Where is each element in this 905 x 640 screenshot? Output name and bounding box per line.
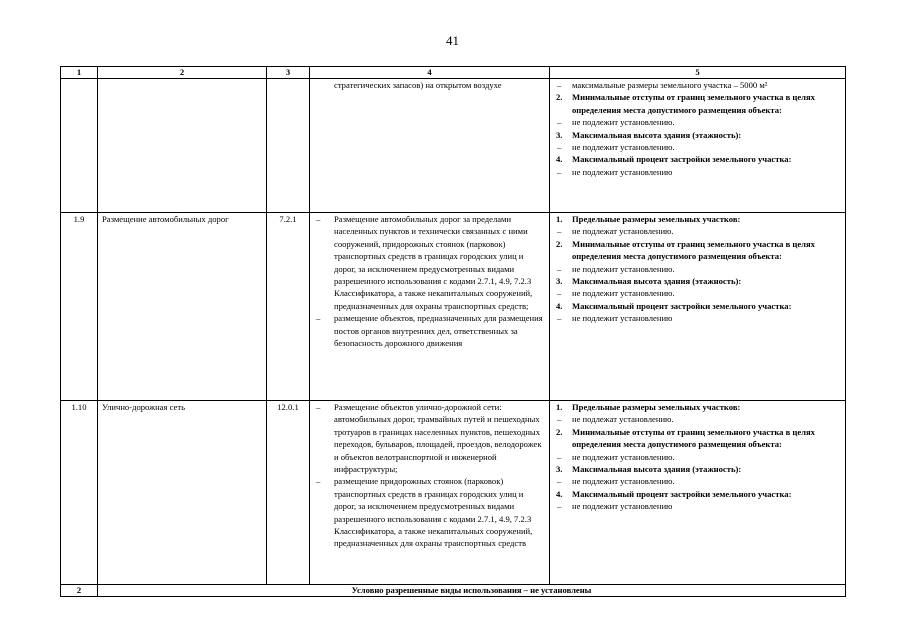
parameters-list xyxy=(554,79,841,178)
parameter-number: 1. xyxy=(556,402,563,412)
parameter-heading-text: Минимальные отступы от границ земельного участка в целях определения места допустимого размещения объекта: xyxy=(572,238,815,262)
parameter-detail: – не подлежит установлению. xyxy=(554,451,841,463)
description-continuation: стратегических запасов) на открытом воздухе xyxy=(334,80,502,90)
parameter-heading xyxy=(554,275,841,287)
parameter-heading-text: Максимальная высота здания (этажность): xyxy=(572,276,742,287)
parameter-heading-text: Максимальный процент застройки земельного участка: xyxy=(572,300,792,311)
use-code-cell xyxy=(267,79,310,213)
table-row xyxy=(61,213,846,401)
column-header: 5 xyxy=(550,67,846,79)
use-name-cell xyxy=(98,79,267,213)
parameter-detail: – не подлежит установлению. xyxy=(554,475,841,487)
parameter-heading-text: Максимальная высота здания (этажность): xyxy=(572,464,742,475)
description-item: – размещение объектов, предназначенных для размещения постов органов внутренних дел, ответственных за безопасность дорожного движения xyxy=(314,312,545,349)
column-header: 4 xyxy=(310,67,550,79)
table-row xyxy=(61,401,846,585)
use-code-cell: 7.2.1 xyxy=(267,213,310,401)
parameter-number: 3. xyxy=(556,129,563,140)
parameter-number: 2. xyxy=(556,426,563,437)
parameter-heading-text: Минимальные отступы от границ земельного участка в целях определения места допустимого размещения объекта: xyxy=(572,426,815,450)
column-header: 1 xyxy=(61,67,98,79)
row-number-cell: 1.9 xyxy=(61,213,98,401)
parameter-number: 4. xyxy=(556,488,563,499)
zoning-table xyxy=(60,66,846,597)
description-item: – Размещение объектов улично-дорожной сети: автомобильных дорог, трамвайных путей и пешеходных тротуаров в границах населенных пунктов, пешеходных переходов, бульваров, площадей, проездов, велодорожек и объектов велотранспортной и инженерной инфраструктуры; xyxy=(314,401,545,475)
parameter-heading xyxy=(554,488,841,500)
parameter-detail: – не подлежат установлению. xyxy=(554,413,841,425)
table-header-row xyxy=(61,67,846,79)
parameter-detail: – не подлежат установлению. xyxy=(554,225,841,237)
parameter-number: 3. xyxy=(556,464,563,475)
parameter-heading xyxy=(554,238,841,263)
use-description-cell xyxy=(310,401,550,585)
parameter-heading xyxy=(554,129,841,141)
use-description-cell xyxy=(310,213,550,401)
parameter-heading xyxy=(554,91,841,116)
parameter-heading-text: Предельные размеры земельных участков: xyxy=(572,402,741,412)
column-header: 2 xyxy=(98,67,267,79)
parameter-heading xyxy=(554,426,841,451)
parameter-heading xyxy=(554,153,841,165)
row-number-cell xyxy=(61,79,98,213)
parameter-heading xyxy=(554,401,841,413)
description-list xyxy=(314,213,545,349)
parameter-number: 1. xyxy=(556,214,563,224)
description-item: – размещение придорожных стоянок (парковок) транспортных средств в границах городских улиц и дорог, за исключением предусмотренных видами разрешенного использования с кодами 2.7.1, 4.9, 7.2.3 Классификатора, а также некапитальных сооружений, предназначенных для охраны транспортных средств xyxy=(314,475,545,549)
parameters-cell xyxy=(550,79,846,213)
parameter-heading xyxy=(554,213,841,225)
table-row xyxy=(61,79,846,213)
parameter-detail: – не подлежит установлению. xyxy=(554,116,841,128)
parameter-detail: – не подлежит установлению xyxy=(554,166,841,178)
parameters-cell xyxy=(550,213,846,401)
parameter-detail: – не подлежит установлению. xyxy=(554,287,841,299)
use-code-cell: 12.0.1 xyxy=(267,401,310,585)
parameter-heading xyxy=(554,463,841,475)
conditional-uses-text: Условно разрешенные виды использования – не установлены xyxy=(98,585,846,597)
parameter-detail: – максимальные размеры земельного участка – 5000 м² xyxy=(554,79,841,91)
parameters-list xyxy=(554,213,841,325)
parameter-detail: – не подлежит установлению xyxy=(554,312,841,324)
parameter-heading-text: Максимальный процент застройки земельного участка: xyxy=(572,488,792,499)
parameters-cell xyxy=(550,401,846,585)
parameters-list xyxy=(554,401,841,513)
table-body xyxy=(61,79,846,597)
parameter-number: 2. xyxy=(556,238,563,249)
parameter-heading xyxy=(554,300,841,312)
parameter-heading-text: Максимальная высота здания (этажность): xyxy=(572,129,742,140)
parameter-heading-text: Минимальные отступы от границ земельного участка в целях определения места допустимого размещения объекта: xyxy=(572,92,815,115)
description-list xyxy=(314,401,545,550)
parameter-number: 4. xyxy=(556,300,563,311)
section-number-cell: 2 xyxy=(61,585,98,597)
column-header: 3 xyxy=(267,67,310,79)
description-item: – Размещение автомобильных дорог за пределами населенных пунктов и технически связанных с ними сооружений, придорожных стоянок (парковок) транспортных средств в границах городских улиц и дорог, за исключением предусмотренных видами разрешенного использования с кодами 2.7.1, 4.9, 7.2.3 Классификатора, а также некапитальных сооружений, предназначенных для охраны транспортных средств; xyxy=(314,213,545,312)
parameter-number: 3. xyxy=(556,276,563,287)
use-name-cell: Размещение автомобильных дорог xyxy=(98,213,267,401)
parameter-heading-text: Максимальный процент застройки земельного участка: xyxy=(572,154,792,165)
page-number: 41 xyxy=(446,33,459,48)
parameter-number: 4. xyxy=(556,154,563,165)
conditional-uses-row xyxy=(61,585,846,597)
parameter-detail: – не подлежит установлению. xyxy=(554,141,841,153)
parameter-detail: – не подлежит установлению. xyxy=(554,263,841,275)
parameter-detail: – не подлежит установлению xyxy=(554,500,841,512)
parameter-number: 2. xyxy=(556,92,563,103)
use-description-cell xyxy=(310,79,550,213)
use-name-cell: Улично-дорожная сеть xyxy=(98,401,267,585)
parameter-heading-text: Предельные размеры земельных участков: xyxy=(572,214,741,224)
row-number-cell: 1.10 xyxy=(61,401,98,585)
